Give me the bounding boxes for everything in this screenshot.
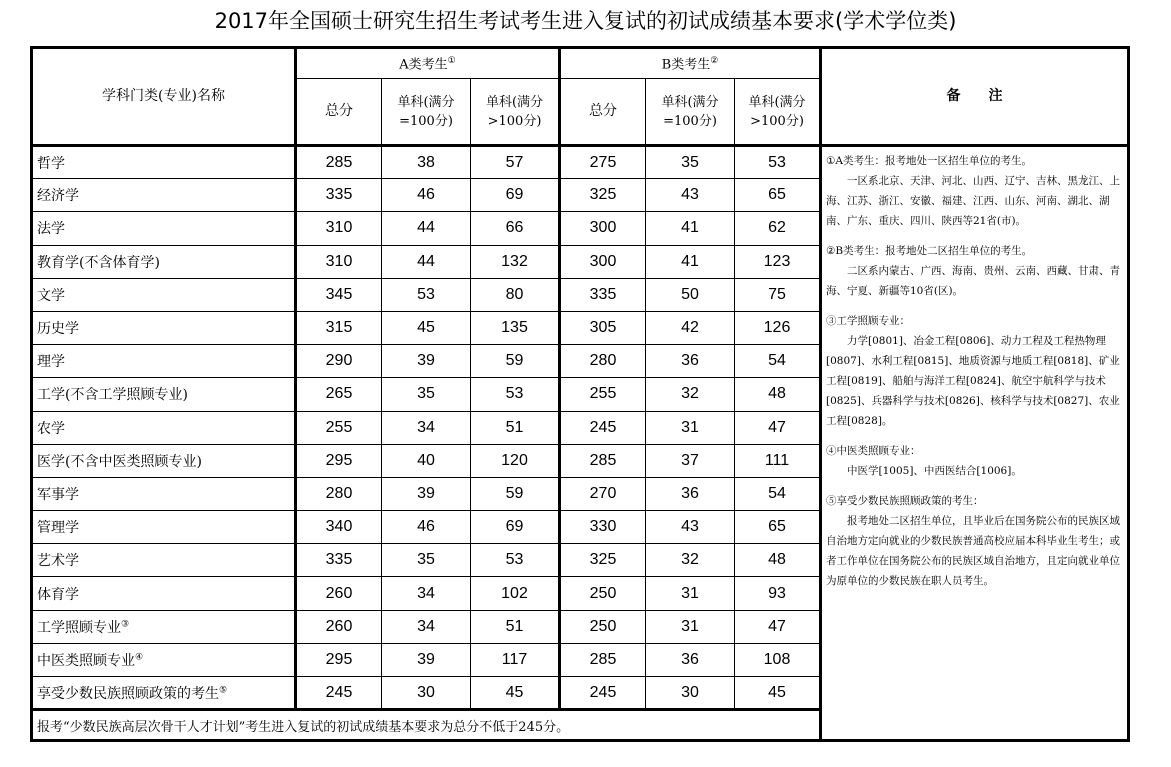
subject-name: 工学(不含工学照顾专业) — [32, 378, 296, 411]
score-cell: 30 — [646, 677, 735, 710]
note-head: ①A类考生：报考地处一区招生单位的考生。 — [826, 155, 1032, 167]
score-cell: 32 — [646, 544, 735, 577]
score-cell: 34 — [382, 411, 471, 444]
notes-header: 备 注 — [821, 48, 1129, 146]
score-cell: 34 — [382, 577, 471, 610]
subject-name: 文学 — [32, 278, 296, 311]
score-cell: 295 — [296, 643, 382, 676]
score-cell: 38 — [382, 146, 471, 179]
score-cell: 285 — [560, 444, 646, 477]
score-cell: 255 — [296, 411, 382, 444]
subject-name: 理学 — [32, 345, 296, 378]
b-total-header: 总分 — [560, 79, 646, 146]
score-cell: 35 — [382, 544, 471, 577]
score-cell: 117 — [471, 643, 560, 676]
score-cell: 111 — [735, 444, 821, 477]
score-cell: 31 — [646, 411, 735, 444]
subject-name: 艺术学 — [32, 544, 296, 577]
score-cell: 44 — [382, 245, 471, 278]
score-cell: 45 — [471, 677, 560, 710]
note-body: 二区系内蒙古、广西、海南、贵州、云南、西藏、甘肃、青海、宁夏、新疆等10省(区)。 — [826, 265, 1120, 297]
score-cell: 59 — [471, 477, 560, 510]
note-body: 一区系北京、天津、河北、山西、辽宁、吉林、黑龙江、上海、江苏、浙江、安徽、福建、江西、山东、河南、湖北、湖南、广东、重庆、四川、陕西等21省(市)。 — [826, 175, 1120, 227]
score-cell: 53 — [735, 146, 821, 179]
note-block — [826, 241, 1122, 301]
subject-name: 医学(不含中医类照顾专业) — [32, 444, 296, 477]
score-cell: 45 — [382, 311, 471, 344]
score-cell: 275 — [560, 146, 646, 179]
score-cell: 330 — [560, 511, 646, 544]
score-cell: 31 — [646, 577, 735, 610]
score-cell: 36 — [646, 477, 735, 510]
subject-name: 军事学 — [32, 477, 296, 510]
score-cell: 325 — [560, 544, 646, 577]
score-cell: 43 — [646, 179, 735, 212]
score-cell: 39 — [382, 643, 471, 676]
score-cell: 37 — [646, 444, 735, 477]
score-cell: 260 — [296, 577, 382, 610]
score-cell: 295 — [296, 444, 382, 477]
score-cell: 340 — [296, 511, 382, 544]
score-cell: 265 — [296, 378, 382, 411]
score-cell: 123 — [735, 245, 821, 278]
score-cell: 120 — [471, 444, 560, 477]
score-cell: 305 — [560, 311, 646, 344]
subject-name: 工学照顾专业③ — [32, 610, 296, 643]
score-cell: 30 — [382, 677, 471, 710]
score-cell: 300 — [560, 212, 646, 245]
score-cell: 310 — [296, 212, 382, 245]
score-cell: 31 — [646, 610, 735, 643]
score-cell: 300 — [560, 245, 646, 278]
score-cell: 45 — [735, 677, 821, 710]
score-cell: 41 — [646, 212, 735, 245]
notes-cell — [821, 146, 1129, 741]
score-cell: 335 — [560, 278, 646, 311]
score-cell: 80 — [471, 278, 560, 311]
score-cell: 245 — [560, 411, 646, 444]
subject-name: 农学 — [32, 411, 296, 444]
score-cell: 51 — [471, 411, 560, 444]
note-body: 报考地处二区招生单位，且毕业后在国务院公布的民族区域自治地方定向就业的少数民族普通高校应届本科毕业生考生；或者工作单位在国务院公布的民族区域自治地方，且定向就业单位为原单位的少数民族在职人员考生。 — [826, 515, 1120, 587]
score-cell: 51 — [471, 610, 560, 643]
subject-name: 经济学 — [32, 179, 296, 212]
score-cell: 108 — [735, 643, 821, 676]
b-single-gt100-header: 单科(满分>100分) — [735, 79, 821, 146]
score-cell: 39 — [382, 477, 471, 510]
score-cell: 255 — [560, 378, 646, 411]
score-cell: 69 — [471, 179, 560, 212]
score-cell: 245 — [296, 677, 382, 710]
score-cell: 46 — [382, 179, 471, 212]
group-b-header: B类考生② — [560, 48, 821, 79]
score-cell: 36 — [646, 643, 735, 676]
score-cell: 54 — [735, 345, 821, 378]
score-cell: 325 — [560, 179, 646, 212]
subject-name: 中医类照顾专业④ — [32, 643, 296, 676]
score-cell: 62 — [735, 212, 821, 245]
subject-name: 法学 — [32, 212, 296, 245]
score-cell: 280 — [296, 477, 382, 510]
score-cell: 40 — [382, 444, 471, 477]
score-cell: 43 — [646, 511, 735, 544]
a-single-100-header: 单科(满分=100分) — [382, 79, 471, 146]
score-cell: 75 — [735, 278, 821, 311]
score-cell: 335 — [296, 544, 382, 577]
score-cell: 48 — [735, 544, 821, 577]
table-row — [32, 146, 1129, 179]
subject-name: 享受少数民族照顾政策的考生⑤ — [32, 677, 296, 710]
subject-name: 历史学 — [32, 311, 296, 344]
score-cell: 280 — [560, 345, 646, 378]
subject-header: 学科门类(专业)名称 — [32, 48, 296, 146]
note-block — [826, 441, 1122, 481]
subject-name: 哲学 — [32, 146, 296, 179]
score-cell: 47 — [735, 411, 821, 444]
score-cell: 290 — [296, 345, 382, 378]
score-cell: 54 — [735, 477, 821, 510]
score-cell: 315 — [296, 311, 382, 344]
note-head: ⑤享受少数民族照顾政策的考生： — [826, 495, 984, 507]
score-cell: 102 — [471, 577, 560, 610]
score-cell: 335 — [296, 179, 382, 212]
score-cell: 93 — [735, 577, 821, 610]
score-cell: 36 — [646, 345, 735, 378]
note-body: 中医学[1005]、中西医结合[1006]。 — [847, 465, 1022, 477]
score-cell: 34 — [382, 610, 471, 643]
score-cell: 39 — [382, 345, 471, 378]
note-head: ③工学照顾专业： — [826, 315, 910, 327]
score-cell: 35 — [382, 378, 471, 411]
score-cell: 310 — [296, 245, 382, 278]
score-cell: 345 — [296, 278, 382, 311]
score-cell: 285 — [560, 643, 646, 676]
score-cell: 48 — [735, 378, 821, 411]
footer-note: 报考“少数民族高层次骨干人才计划”考生进入复试的初试成绩基本要求为总分不低于245分。 — [32, 710, 821, 741]
a-single-gt100-header: 单科(满分>100分) — [471, 79, 560, 146]
score-cell: 53 — [382, 278, 471, 311]
score-cell: 50 — [646, 278, 735, 311]
note-block — [826, 151, 1122, 231]
note-head: ④中医类照顾专业： — [826, 445, 921, 457]
score-cell: 44 — [382, 212, 471, 245]
note-block — [826, 311, 1122, 431]
score-cell: 57 — [471, 146, 560, 179]
score-cell: 132 — [471, 245, 560, 278]
score-cell: 41 — [646, 245, 735, 278]
score-cell: 135 — [471, 311, 560, 344]
score-cell: 65 — [735, 511, 821, 544]
score-cell: 250 — [560, 577, 646, 610]
b-single-100-header: 单科(满分=100分) — [646, 79, 735, 146]
score-cell: 53 — [471, 378, 560, 411]
score-cell: 245 — [560, 677, 646, 710]
subject-name: 体育学 — [32, 577, 296, 610]
group-a-header: A类考生① — [296, 48, 560, 79]
score-cell: 66 — [471, 212, 560, 245]
score-cell: 32 — [646, 378, 735, 411]
score-cell: 250 — [560, 610, 646, 643]
score-cell: 53 — [471, 544, 560, 577]
subject-name: 教育学(不含体育学) — [32, 245, 296, 278]
score-cell: 270 — [560, 477, 646, 510]
score-cell: 42 — [646, 311, 735, 344]
score-cell: 46 — [382, 511, 471, 544]
score-cell: 65 — [735, 179, 821, 212]
score-cell: 35 — [646, 146, 735, 179]
a-total-header: 总分 — [296, 79, 382, 146]
score-table — [30, 46, 1130, 742]
score-cell: 47 — [735, 610, 821, 643]
score-cell: 126 — [735, 311, 821, 344]
score-cell: 59 — [471, 345, 560, 378]
score-cell: 285 — [296, 146, 382, 179]
score-cell: 69 — [471, 511, 560, 544]
score-cell: 260 — [296, 610, 382, 643]
note-block — [826, 491, 1122, 591]
page-title: 2017年全国硕士研究生招生考试考生进入复试的初试成绩基本要求(学术学位类) — [214, 9, 957, 33]
subject-name: 管理学 — [32, 511, 296, 544]
note-head: ②B类考生：报考地处二区招生单位的考生。 — [826, 245, 1033, 257]
note-body: 力学[0801]、冶金工程[0806]、动力工程及工程热物理[0807]、水利工程[0815]、地质资源与地质工程[0818]、矿业工程[0819]、船舶与海洋工程[0824]、航空宇航科学与技术[0825]、兵器科学与技术[0826]、核科学与技术[0827]、农业工程[0828]。 — [826, 335, 1120, 427]
